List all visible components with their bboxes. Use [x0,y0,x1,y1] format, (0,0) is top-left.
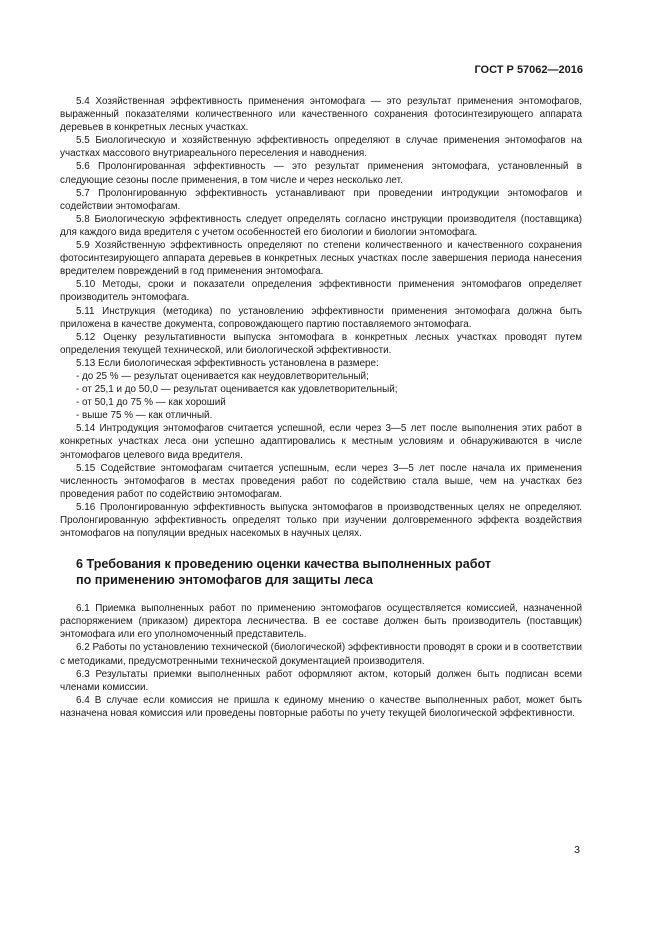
paragraph-5-10: 5.10 Методы, сроки и показатели определения эффективности применения энтомофагов определяет производитель энтомофага. [60,279,582,304]
paragraph-5-5: 5.5 Биологическую и хозяйственную эффективность определяют в случае применения энтомофагов на участках массового внутриареального переселения и наводнения. [60,135,582,160]
list-item: - от 50,1 до 75 % — как хороший [76,397,226,409]
paragraph-5-9: 5.9 Хозяйственную эффективность определяют по степени количественного и качественного сохранения фотосинтезирующего аппарата деревьев в конкретных лесных участках после завершения периода нанесения вредителем повреждений в год применения энтомофага. [60,240,582,278]
document-header-id: ГОСТ Р 57062—2016 [474,64,583,76]
paragraph-5-11: 5.11 Инструкция (методика) по установлению эффективности применения энтомофага должна быть приложена в качестве документа, сопровождающего партию поставляемого энтомофага. [60,305,582,330]
paragraph-5-12: 5.12 Оценку результативности выпуска энтомофага в конкретных лесных участках проводят путем определения текущей технической, или биологической эффективности. [60,331,582,356]
paragraph-6-4: 6.4 В случае если комиссия не пришла к единому мнению о качестве выполненных работ, может быть назначена новая комиссия или проведены повторные работы по учету текущей биологической эффективности. [60,694,582,719]
page-number: 3 [574,844,580,856]
paragraph-5-6: 5.6 Пролонгированная эффективность — это результат применения энтомофага, установленный в следующие сезоны после применения, в том числе и через несколько лет. [60,161,582,186]
paragraph-6-1: 6.1 Приемка выполненных работ по применению энтомофагов осуществляется комиссией, назначенной распоряжением (приказом) директора лесничества. В ее составе должен быть производитель (поставщик) энтомофага или его уполномоченный представитель. [60,603,582,641]
section-6-heading [60,556,582,588]
paragraph-6-2: 6.2 Работы по установлению технической (биологической) эффективности проводят в сроки и в соответствии с методиками, предусмотренными технической документацией производителя. [60,642,582,667]
paragraph-5-8: 5.8 Биологическую эффективность следует определять согласно инструкции производителя (поставщика) для каждого вида вредителя с учетом особенностей его биологии и биологии энтомофага. [60,213,582,238]
section-6-title-line2: по применению энтомофагов для защиты леса [76,573,373,588]
paragraph-5-4: 5.4 Хозяйственная эффективность применения энтомофага — это результат применения энтомофагов, выраженный показателями количественного или качественного сохранения фотосинтезирующего аппарата деревьев в конкретных лесных участках. [60,96,582,134]
list-item: - выше 75 % — как отличный. [76,410,213,422]
paragraph-5-13: 5.13 Если биологическая эффективность установлена в размере: [76,357,379,369]
paragraph-5-16: 5.16 Пролонгированную эффективность выпуска энтомофагов в производственных целях не определяют. Пролонгированную эффективность определят только при изучении долговременного эффекта воздействия энтомофагов на популяции вредных насекомых в научных целях. [60,501,582,540]
paragraph-6-3: 6.3 Результаты приемки выполненных работ оформляют актом, который должен быть подписан всеми членами комиссии. [60,668,582,693]
list-item: - от 25,1 и до 50,0 — результат оценивается как удовлетворительный; [76,384,398,396]
list-item: - до 25 % — результат оценивается как неудовлетворительный; [76,370,369,382]
paragraph-5-14: 5.14 Интродукция энтомофагов считается успешной, если через 3—5 лет после выполнения этих работ в конкретных участках леса они успешно адаптировались к местным условиям и обнаруживаются в числе энтомофагов целевого вида вредителя. [60,423,582,461]
paragraph-5-7: 5.7 Пролонгированную эффективность устанавливают при проведении интродукции энтомофагов и содействии энтомофагам. [60,187,582,212]
document-body [60,95,582,720]
paragraph-5-15: 5.15 Содействие энтомофагам считается успешным, если через 3—5 лет после начала их применения численность энтомофагов в местах проведения работ по содействию стала выше, чем на участках без проведения работ по содействию энтомофагам. [60,462,582,500]
section-6-title-line1: 6 Требования к проведению оценки качества выполненных работ [76,557,492,572]
